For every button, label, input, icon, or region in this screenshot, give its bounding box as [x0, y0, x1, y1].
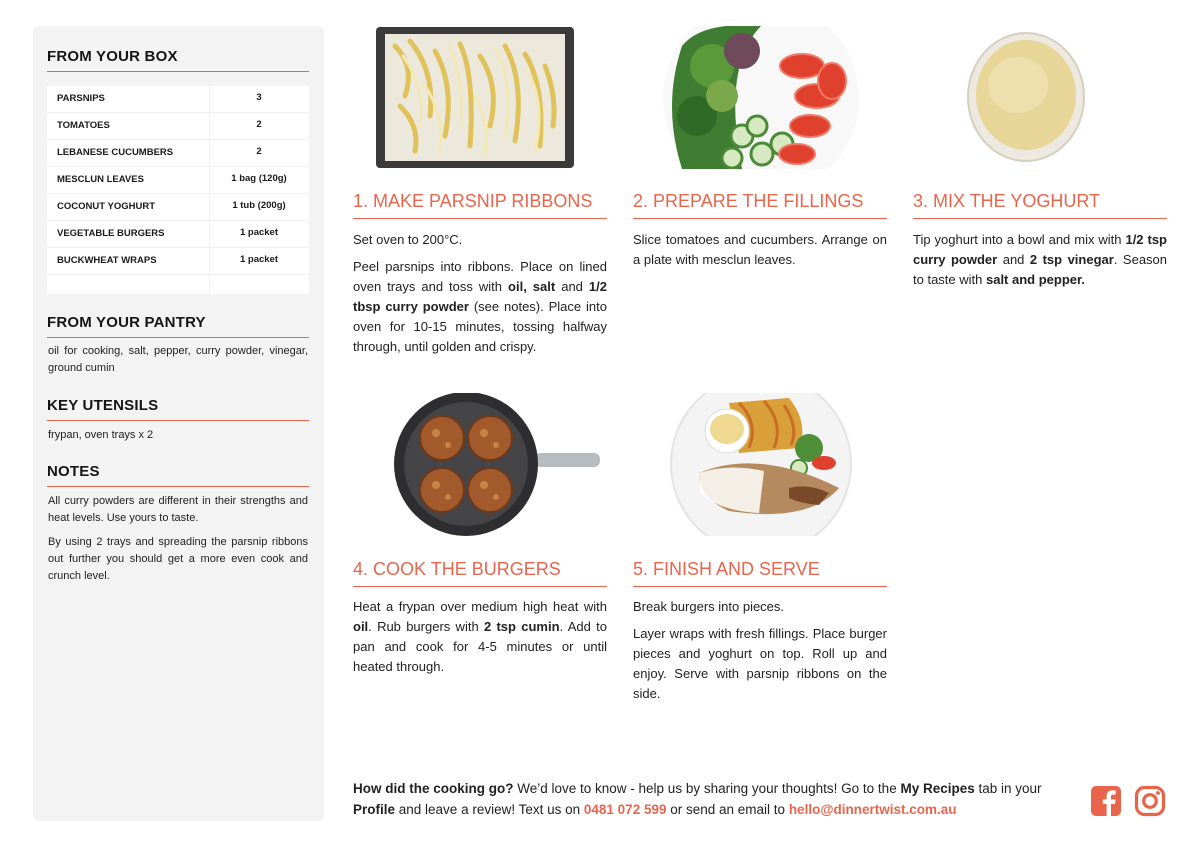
step-4-title: 4. COOK THE BURGERS: [353, 559, 607, 587]
instagram-icon[interactable]: [1134, 785, 1166, 817]
served-wrap-image: [669, 393, 864, 536]
pantry-heading: FROM YOUR PANTRY: [47, 314, 309, 338]
table-row: VEGETABLE BURGERS 1 packet: [47, 221, 309, 248]
frypan-burgers-image: [384, 393, 602, 536]
step-5-title: 5. FINISH AND SERVE: [633, 559, 887, 587]
step-1-text-1: Set oven to 200°C.: [353, 232, 463, 247]
step-3-text-1: Tip yoghurt into a bowl and mix with 1/2 tsp curry powder and 2 tsp vinegar. Season to taste with salt and pepper.: [913, 232, 1168, 287]
salad-plate-image: [662, 26, 860, 169]
table-row: TOMATOES 2: [47, 113, 309, 140]
facebook-icon[interactable]: [1090, 785, 1122, 817]
utensils-text: frypan, oven trays x 2: [48, 429, 154, 441]
parsnip-tray-image: [375, 26, 575, 169]
step-5-text-2: Layer wraps with fresh fillings. Place burger pieces and yoghurt on top. Roll up and enjoy. Serve with parsnip ribbons on the side.: [633, 626, 887, 701]
notes-heading: NOTES: [47, 463, 309, 487]
table-row: PARSNIPS 3: [47, 86, 309, 113]
pantry-text: oil for cooking, salt, pepper, curry powder, vinegar, ground cumin: [48, 345, 308, 374]
utensils-heading: KEY UTENSILS: [47, 397, 309, 421]
step-3-body: [913, 230, 1167, 297]
footer-question: How did the cooking go?: [353, 781, 514, 796]
yoghurt-bowl-image: [966, 30, 1086, 164]
step-3-title: 3. MIX THE YOGHURT: [913, 191, 1167, 219]
table-row: LEBANESE CUCUMBERS 2: [47, 140, 309, 167]
step-1-body: [353, 230, 607, 364]
step-4-text-1: Heat a frypan over medium high heat with oil. Rub burgers with 2 tsp cumin. Add to pan and cook for 4-5 minutes or until heated through.: [353, 599, 607, 674]
sidebar: [33, 26, 324, 821]
step-5-text-1: Break burgers into pieces.: [633, 599, 785, 614]
step-1-text-2: Peel parsnips into ribbons. Place on lined oven trays and toss with oil, salt and 1/2 tbsp curry powder (see notes). Place into oven for 10-15 minutes, tossing halfway through, until golden and crispy.: [353, 259, 607, 354]
step-2-title: 2. PREPARE THE FILLINGS: [633, 191, 887, 219]
email-link[interactable]: hello@dinnertwist.com.au: [788, 802, 957, 817]
ingredients-table: [47, 86, 309, 294]
note-1: All curry powders are different in their strengths and heat levels. Use yours to taste.: [48, 495, 308, 524]
step-2-text-1: Slice tomatoes and cucumbers. Arrange on a plate with mesclun leaves.: [633, 232, 887, 267]
step-1-title: 1. MAKE PARSNIP RIBBONS: [353, 191, 607, 219]
feedback-footer: How did the cooking go? We’d love to know - help us by sharing your thoughts! Go to the My Recipes tab in your Profile and leave a review! Text us on 0481 072 599 or send an email to hello@dinnertwist.com.au: [353, 781, 1042, 817]
table-row: BUCKWHEAT WRAPS 1 packet: [47, 248, 309, 275]
step-4-body: [353, 597, 607, 684]
table-row: COCONUT YOGHURT 1 tub (200g): [47, 194, 309, 221]
phone-link[interactable]: 0481 072 599: [583, 802, 667, 817]
table-row: MESCLUN LEAVES 1 bag (120g): [47, 167, 309, 194]
my-recipes-link[interactable]: My Recipes: [900, 781, 975, 796]
note-2: By using 2 trays and spreading the parsnip ribbons out further you should get a more even cook and crunch level.: [48, 536, 308, 582]
step-5-body: [633, 597, 887, 711]
profile-link[interactable]: Profile: [353, 802, 396, 817]
box-heading: FROM YOUR BOX: [47, 48, 309, 72]
step-2-body: [633, 230, 887, 277]
